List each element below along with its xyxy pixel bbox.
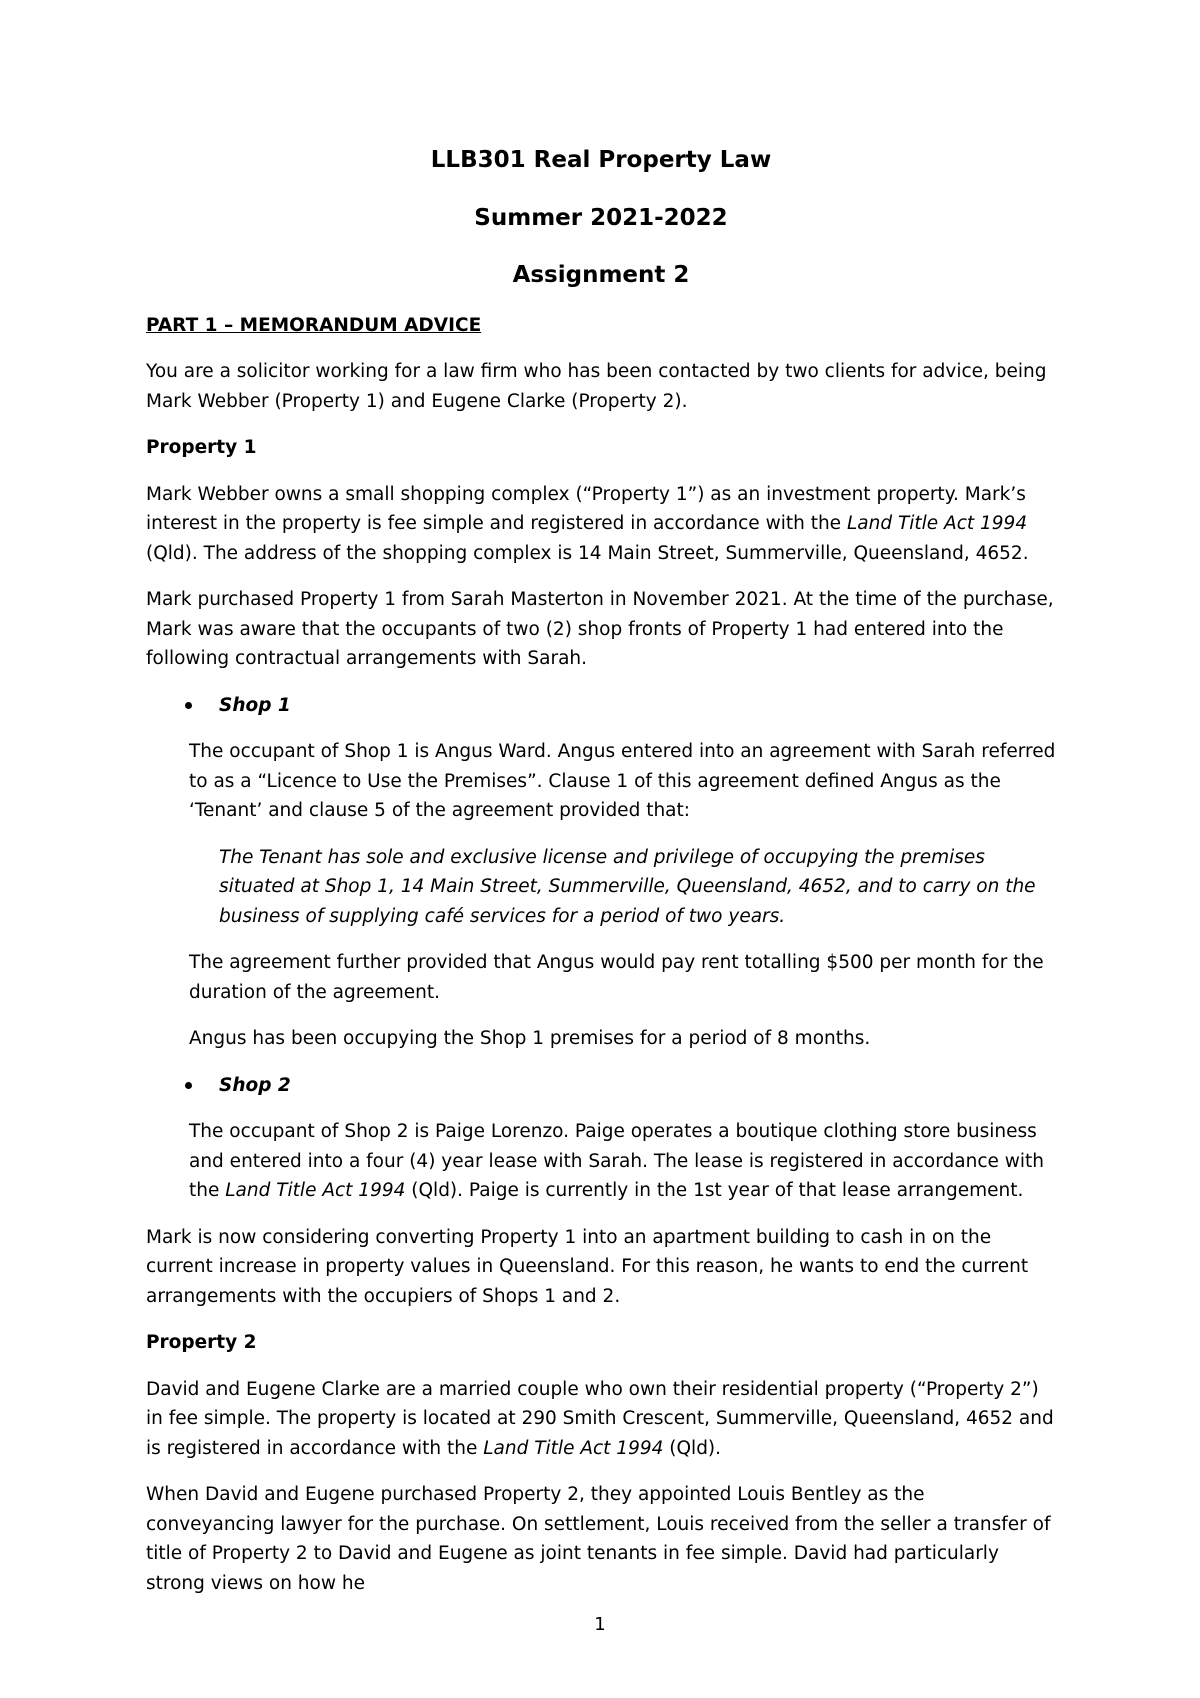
term-title: Summer 2021-2022 <box>474 204 728 231</box>
property2-paragraph-1 <box>146 1375 1056 1464</box>
course-title: LLB301 Real Property Law <box>430 147 772 173</box>
shop1-quote: The Tenant has sole and exclusive license and privilege of occupying the premises situated at Shop 1, 14 Main Street, Summerville, Queensland, 4652, and to carry on the business of supplying café services for a period of two years. <box>219 846 1036 927</box>
shop2-bullet <box>146 1071 1056 1101</box>
shop1-label: Shop 1 <box>219 694 291 716</box>
intro-paragraph: You are a solicitor working for a law firm who has been contacted by two clients for advice, being Mark Webber (Property 1) and Eugene Clarke (Property 2). <box>146 361 1047 412</box>
assignment-title: Assignment 2 <box>512 262 690 288</box>
text-span: David and Eugene Clarke are a married couple who own their residential property (“Property 2”) in fee simple. The property is located at 290 Smith Crescent, Summerville, Queensland, 4652 and is registered in accordance with the <box>146 1378 1054 1459</box>
property1-heading: Property 1 <box>146 437 257 458</box>
bullet-icon <box>185 702 192 709</box>
text-span: (Qld). Paige is currently in the 1st year of that lease arrangement. <box>405 1180 1024 1201</box>
part1-heading: PART 1 – MEMORANDUM ADVICE <box>146 314 482 336</box>
property2-heading: Property 2 <box>146 1332 257 1353</box>
property1-paragraph-3: Mark is now considering converting Property 1 into an apartment building to cash in on the current increase in property values in Queensland. For this reason, he wants to end the current arrangements with the occupiers of Shops 1 and 2. <box>146 1226 1029 1307</box>
document-body <box>146 146 1056 1598</box>
text-span: (Qld). <box>663 1437 722 1459</box>
text-span: Mark Webber owns a small shopping complex (“Property 1”) as an investment property. Mark’s interest in the property is fee simple and registered in accordance with the <box>146 483 1026 534</box>
property1-paragraph-2: Mark purchased Property 1 from Sarah Masterton in November 2021. At the time of the purchase, Mark was aware that the occupants of two (2) shop fronts of Property 1 had entered into the following contractual arrangements with Sarah. <box>146 589 1054 669</box>
shop1-paragraph-3: Angus has been occupying the Shop 1 premises for a period of 8 months. <box>189 1028 871 1049</box>
shop2-paragraph <box>146 1117 1056 1206</box>
text-span: (Qld). The address of the shopping complex is 14 Main Street, Summerville, Queensland, 4652. <box>146 542 1029 564</box>
property1-paragraph-1 <box>146 480 1056 569</box>
bullet-icon <box>185 1082 192 1089</box>
shop1-paragraph-1: The occupant of Shop 1 is Angus Ward. Angus entered into an agreement with Sarah referred to as a “Licence to Use the Premises”. Clause 1 of this agreement defined Angus as the ‘Tenant’ and clause 5 of the agreement provided that: <box>189 741 1056 821</box>
page-number: 1 <box>594 1614 606 1635</box>
property2-paragraph-2: When David and Eugene purchased Property 2, they appointed Louis Bentley as the conveyancing lawyer for the purchase. On settlement, Louis received from the seller a transfer of title of Property 2 to David and Eugene as joint tenants in fee simple. David had particularly strong views on how he <box>146 1484 1051 1594</box>
shop1-paragraph-2: The agreement further provided that Angus would pay rent totalling $500 per month for the duration of the agreement. <box>189 952 1044 1003</box>
text-span: The occupant of Shop 2 is Paige Lorenzo. Paige operates a boutique clothing store business and entered into a four (4) year lease with Sarah. The lease is registered in accordance with the <box>189 1121 1045 1201</box>
act-name: Land Title Act 1994 <box>483 1437 664 1459</box>
shop2-label: Shop 2 <box>219 1074 291 1096</box>
act-name: Land Title Act 1994 <box>225 1180 406 1201</box>
act-name: Land Title Act 1994 <box>846 513 1028 534</box>
shop1-bullet <box>146 691 1056 721</box>
